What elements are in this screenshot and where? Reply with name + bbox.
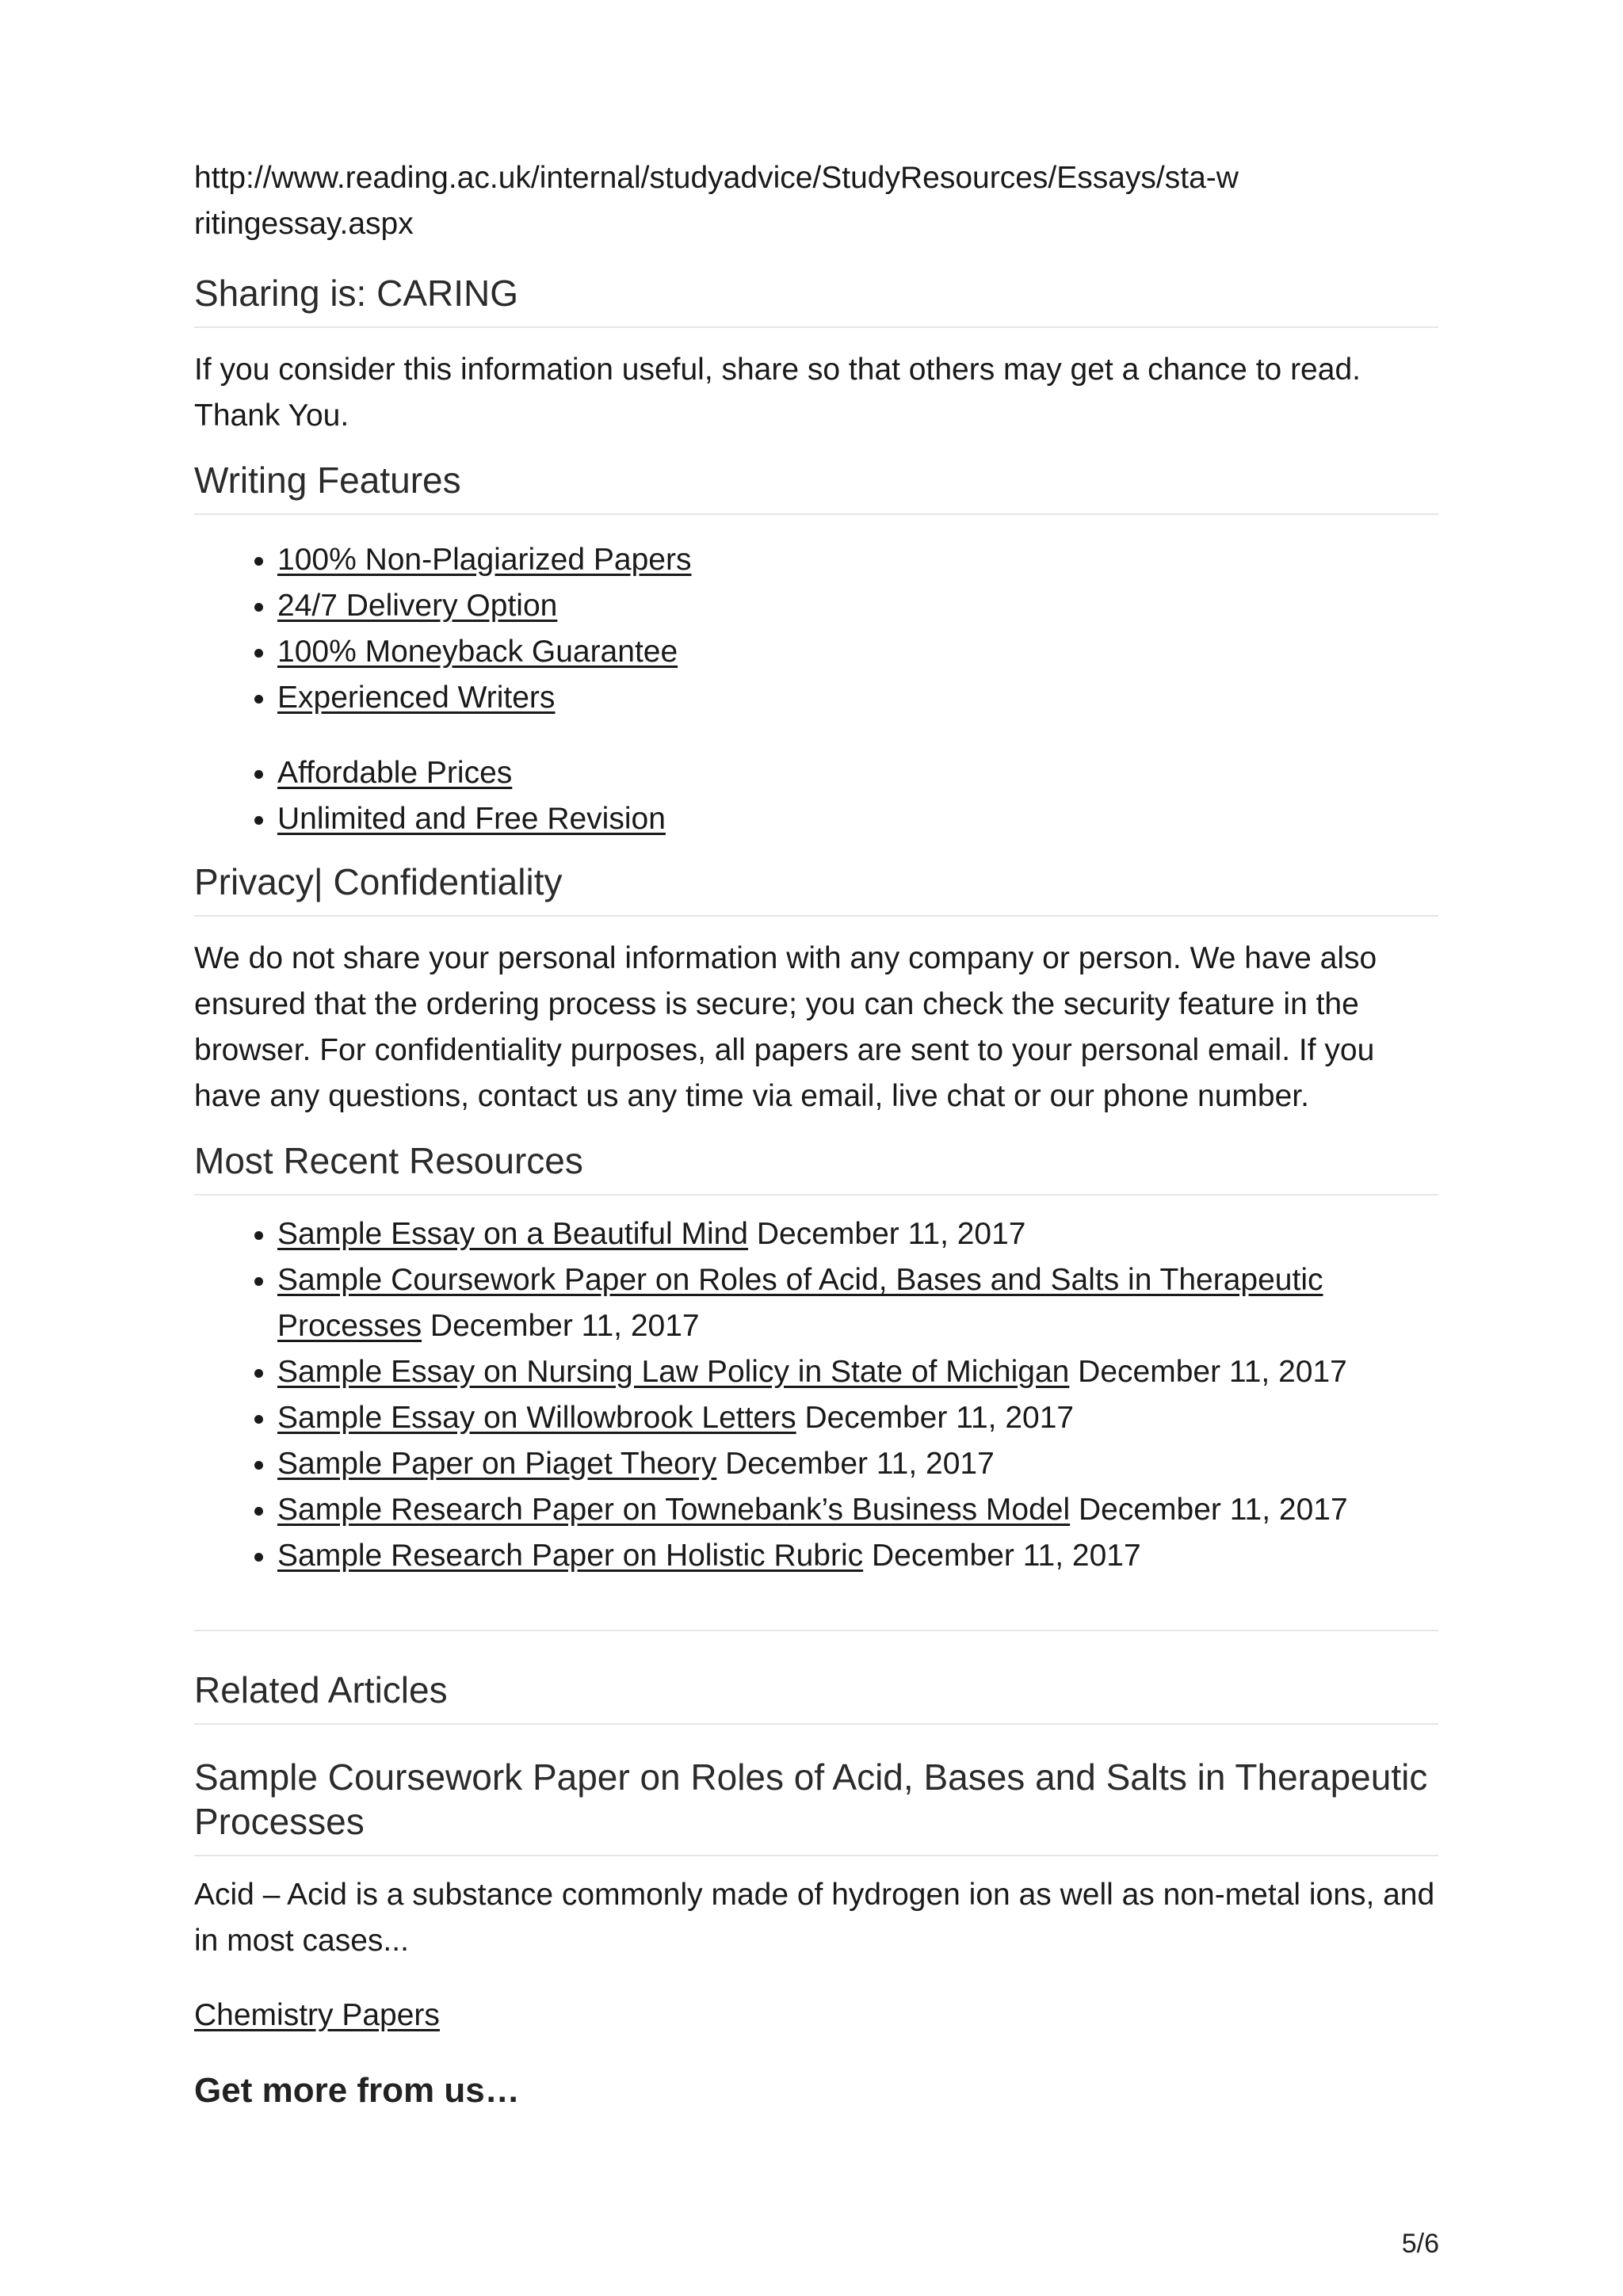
list-item bbox=[277, 796, 1438, 842]
list-item bbox=[277, 750, 1438, 796]
source-url-text: http://www.reading.ac.uk/internal/studyadvice/StudyResources/Essays/sta-writingessay.aspx bbox=[194, 161, 1239, 241]
resource-link[interactable]: Sample Coursework Paper on Roles of Acid, Bases and Salts in Therapeutic Processes bbox=[277, 1263, 1323, 1343]
privacy-heading: Privacy| Confidentiality bbox=[194, 860, 1438, 917]
page-number: 5/6 bbox=[1401, 2229, 1439, 2259]
list-item bbox=[277, 537, 1438, 583]
feature-link[interactable]: 100% Non-Plagiarized Papers bbox=[277, 543, 692, 577]
resource-date: December 11, 2017 bbox=[756, 1217, 1026, 1251]
get-more-heading: Get more from us… bbox=[194, 2071, 520, 2110]
recent-resources-heading: Most Recent Resources bbox=[194, 1138, 1438, 1196]
list-item bbox=[277, 1257, 1438, 1349]
feature-link[interactable]: Unlimited and Free Revision bbox=[277, 802, 666, 836]
list-item bbox=[277, 1395, 1438, 1441]
feature-link[interactable]: 24/7 Delivery Option bbox=[277, 589, 558, 623]
resource-date: December 11, 2017 bbox=[1078, 1493, 1348, 1527]
feature-link[interactable]: 100% Moneyback Guarantee bbox=[277, 635, 678, 669]
writing-features-list-2 bbox=[194, 750, 1438, 842]
resource-link[interactable]: Sample Essay on Willowbrook Letters bbox=[277, 1401, 796, 1435]
sharing-heading: Sharing is: CARING bbox=[194, 271, 1438, 328]
sharing-text: If you consider this information useful, share so that others may get a chance to read. Thank You. bbox=[194, 353, 1361, 433]
resource-date: December 11, 2017 bbox=[872, 1539, 1141, 1573]
feature-link[interactable]: Experienced Writers bbox=[277, 681, 556, 715]
resource-link[interactable]: Sample Essay on Nursing Law Policy in State of Michigan bbox=[277, 1355, 1070, 1389]
list-item bbox=[277, 629, 1438, 675]
list-item bbox=[277, 1533, 1438, 1579]
list-item bbox=[277, 675, 1438, 721]
resource-link[interactable]: Sample Paper on Piaget Theory bbox=[277, 1447, 717, 1481]
writing-features-list bbox=[194, 537, 1438, 721]
resource-date: December 11, 2017 bbox=[1078, 1355, 1347, 1389]
category-link[interactable]: Chemistry Papers bbox=[194, 1998, 440, 2032]
feature-link[interactable]: Affordable Prices bbox=[277, 756, 513, 790]
related-article-title[interactable]: Sample Coursework Paper on Roles of Acid, Bases and Salts in Therapeutic Processes bbox=[194, 1755, 1438, 1856]
writing-features-heading: Writing Features bbox=[194, 458, 1438, 515]
related-articles-heading: Related Articles bbox=[194, 1668, 1438, 1725]
resource-date: December 11, 2017 bbox=[430, 1309, 700, 1343]
resource-link[interactable]: Sample Research Paper on Townebank’s Business Model bbox=[277, 1493, 1071, 1527]
recent-resources-list bbox=[194, 1211, 1438, 1579]
list-item bbox=[277, 1441, 1438, 1487]
list-item bbox=[277, 1211, 1438, 1257]
resource-link[interactable]: Sample Essay on a Beautiful Mind bbox=[277, 1217, 748, 1251]
list-item bbox=[277, 1349, 1438, 1395]
list-item bbox=[277, 583, 1438, 629]
section-divider bbox=[194, 1630, 1438, 1631]
list-item bbox=[277, 1487, 1438, 1533]
related-article-excerpt: Acid – Acid is a substance commonly made of hydrogen ion as well as non-metal ions, and in most cases... bbox=[194, 1878, 1435, 1958]
resource-date: December 11, 2017 bbox=[725, 1447, 995, 1481]
resource-link[interactable]: Sample Research Paper on Holistic Rubric bbox=[277, 1539, 864, 1573]
privacy-text: We do not share your personal information with any company or person. We have also ensured that the ordering process is secure; you can check the security feature in the browser. For confidentiality purposes, all papers are sent to your personal email. If you have any questions, contact us any time via email, live chat or our phone number. bbox=[194, 941, 1377, 1113]
page-content bbox=[194, 155, 1438, 2113]
resource-date: December 11, 2017 bbox=[804, 1401, 1075, 1435]
category-line bbox=[194, 1993, 1438, 2039]
